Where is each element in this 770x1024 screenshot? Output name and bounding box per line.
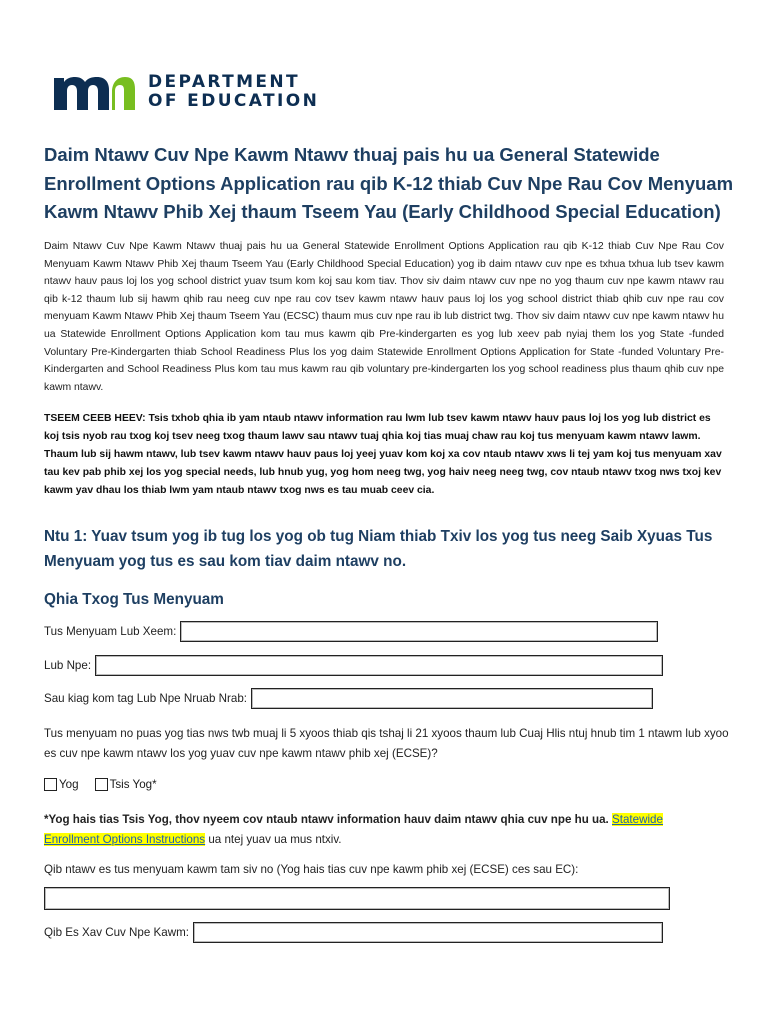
last-name-row <box>44 621 658 642</box>
middle-name-row <box>44 688 653 709</box>
important-notice: TSEEM CEEB HEEV: Tsis txhob qhia ib yam ntaub ntawv information rau lwm lub tsev kawm ntawv hauv paus loj los yog lub district es koj tsis nyob rau txog koj tsev neeg txog thaum lawv sau ntawv tuaj qhia koj tias muaj chaw rau koj tus menyuam kawm ntawv lawm. Thaum lub sij hawm ntawv, lub tsev kawm ntawv hauv paus loj yeej yuav kom koj xa cov ntaub ntawv xws li tej yam koj tus menyuam xav tau kev pab phib xej los yog special needs, lub hnub yug, yog hom neeg twg, yog haiv neeg neeg twg, cov ntaub ntawv txog nws txoj kev kawm yav dhau los thiab lwm yam ntaub ntawv txog nws es tau muab ceev cia. <box>44 413 722 496</box>
last-name-field[interactable] <box>180 621 658 642</box>
current-grade-label: Qib ntawv es tus menyuam kawm tam siv no (Yog hais tias cuv npe kawm phib xej (ECSE) ces sau EC): <box>44 863 579 876</box>
child-info-heading: Qhia Txog Tus Menyuam <box>44 591 224 608</box>
first-name-field[interactable] <box>95 655 663 676</box>
no-label: Tsis Yog* <box>109 778 157 791</box>
section-1-heading: Ntu 1: Yuav tsum yog ib tug los yog ob tug Niam thiab Txiv los yog tus neeg Saib Xyuas Tus Menyuam yog tus es sau kom tiav daim ntawv no. <box>44 528 713 570</box>
mn-logo-mark-icon <box>52 72 136 112</box>
no-answer-note <box>44 810 704 850</box>
enroll-grade-field[interactable] <box>193 922 663 943</box>
logo-wordmark <box>148 73 319 111</box>
instructions-link[interactable]: Statewide Enrollment Options Instructions <box>44 813 663 846</box>
middle-name-label: Sau kiag kom tag Lub Npe Nruab Nrab: <box>44 692 248 705</box>
current-grade-field[interactable] <box>44 887 670 910</box>
document-title: Daim Ntawv Cuv Npe Kawm Ntawv thuaj pais hu ua General Statewide Enrollment Options Application rau qib K-12 thiab Cuv Npe Rau Cov Menyuam Kawm Ntawv Phib Xej thaum Tseem Yau (Early Childhood Special Education) <box>44 144 734 222</box>
mde-logo <box>52 70 319 114</box>
no-option[interactable] <box>95 778 157 791</box>
note-bold-text: *Yog hais tias Tsis Yog, thov nyeem cov ntaub ntawv information hauv daim ntawv qhia cuv npe hu ua. <box>44 813 609 826</box>
yes-label: Yog <box>59 778 79 791</box>
intro-paragraph: Daim Ntawv Cuv Npe Kawm Ntawv thuaj pais hu ua General Statewide Enrollment Options Application rau qib K-12 thiab Cuv Npe Rau Cov Menyuam Kawm Ntawv Phib Xej thaum Tseem Yau (Early Childhood Special Education) yog ib daim ntawv cuv npe es txhua txhua lub tsev kawm ntawv hauv paus loj los yog school district yuav tsum kom koj sau kom tiav. Thov siv daim ntawv cuv npe no yog thaum cuv npe kawm ntawv rau qib k-12 thaum lub sij hawm qhib rau neeg cuv npe rau cov tsev kawm ntawv hauv paus loj los yog school district thiab qhib cuv npe rau cov menyuam Kawm Ntawv Phib Xej thaum Tseem Yau (ECSC) thaum mus cuv npe rau ib lub district twg. Thov siv daim ntawv cuv npe kawm ntawv hu ua Statewide Enrollment Options Application kom tau mus kawm qib Pre-kindergarten es yog lub xeev pab nyiaj them los yog State -funded Voluntary Pre-Kindergarten thiab School Readiness Plus los yog daim Statewide Enrollment Options Application for State -funded Voluntary Pre-Kindergarten and School Readiness Plus kom tau mus kawm rau qib voluntary pre-kindergarten los yog school readiness plus thaum qhib cuv npe kawm ntawv. <box>44 241 724 393</box>
logo-line-1: DEPARTMENT <box>148 72 301 92</box>
first-name-row <box>44 655 663 676</box>
no-checkbox[interactable] <box>95 778 108 791</box>
note-tail-text: ua ntej yuav ua mus ntxiv. <box>208 833 342 846</box>
age-question: Tus menyuam no puas yog tias nws twb muaj li 5 xyoos thiab qis tshaj li 21 xyoos thaum lub Cuaj Hlis ntuj hnub tim 1 ntawm lub xyoo es cuv npe kawm ntawv los yog yuav cuv npe kawm ntawv phib xej (ECSE)? <box>44 727 729 760</box>
middle-name-field[interactable] <box>251 688 653 709</box>
logo-line-2: OF EDUCATION <box>148 91 320 111</box>
yes-option[interactable] <box>44 778 79 791</box>
enroll-grade-label: Qib Es Xav Cuv Npe Kawm: <box>44 926 189 939</box>
last-name-label: Tus Menyuam Lub Xeem: <box>44 625 177 638</box>
enroll-grade-row <box>44 922 663 943</box>
yes-checkbox[interactable] <box>44 778 57 791</box>
first-name-label: Lub Npe: <box>44 659 92 672</box>
age-choices <box>44 778 173 791</box>
